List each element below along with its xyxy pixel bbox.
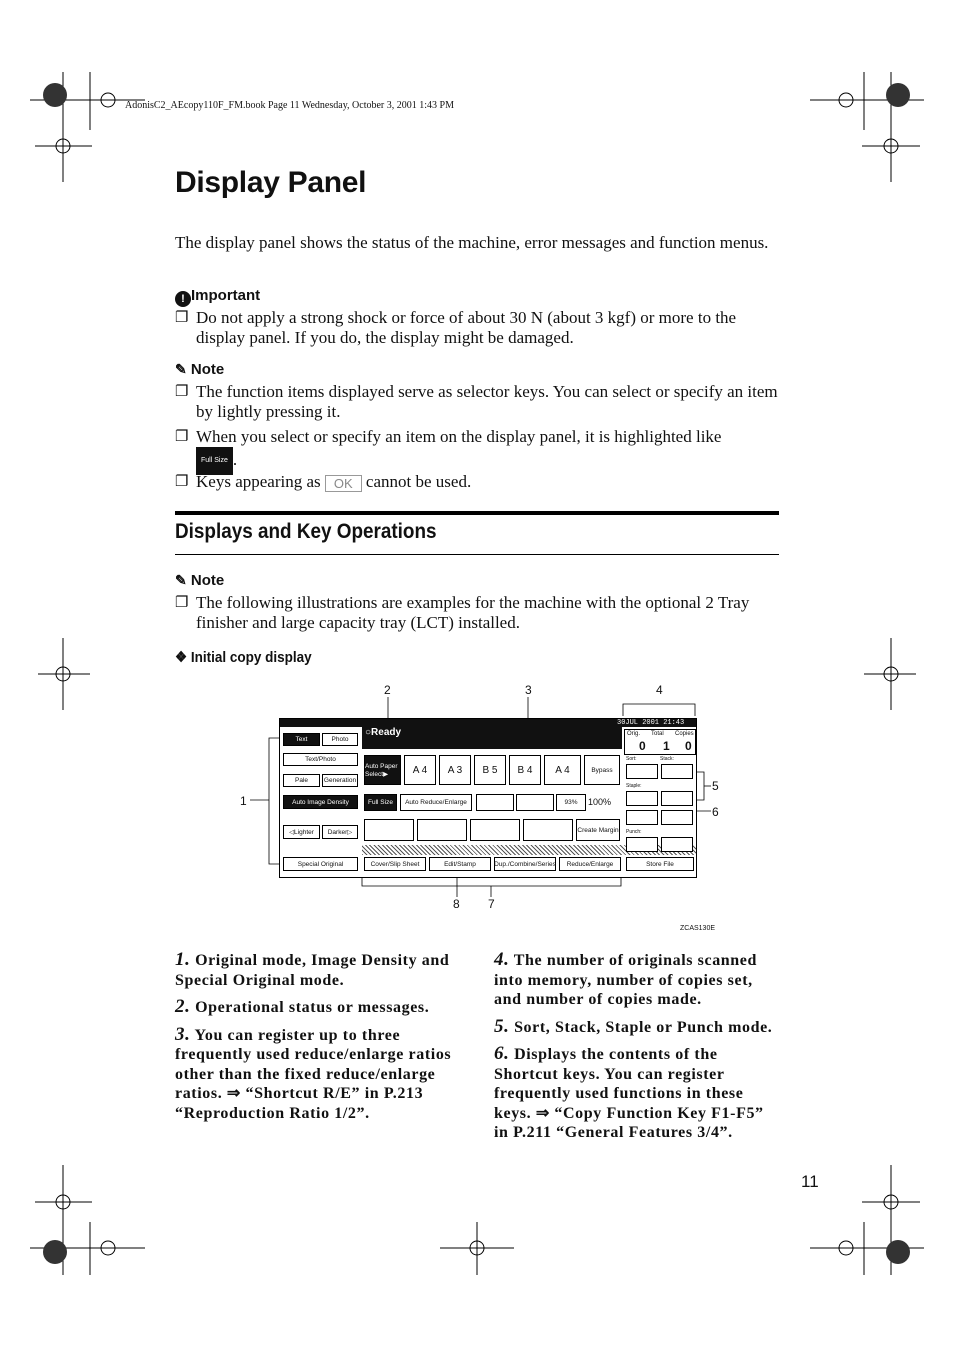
- important-icon: !: [175, 291, 191, 307]
- tray1-key[interactable]: A 4: [404, 755, 436, 785]
- auto-paper-select-key[interactable]: Auto Paper Select▶: [364, 755, 401, 785]
- counter-display: Orig. Total Copies 0 1 0: [624, 729, 696, 755]
- tray4-key[interactable]: B 4: [509, 755, 541, 785]
- pale-key[interactable]: Pale: [283, 774, 320, 787]
- create-margin-key[interactable]: Create Margin: [576, 819, 620, 841]
- function-key-f2[interactable]: [417, 819, 467, 841]
- ratio-display: 100%: [588, 797, 612, 807]
- disabled-key-example: OK: [325, 475, 362, 492]
- page-number: 11: [801, 1172, 819, 1191]
- photo-mode-key[interactable]: Photo: [322, 733, 358, 746]
- shortcut-re-key-1[interactable]: [476, 794, 514, 811]
- punch-key-2[interactable]: [661, 837, 693, 852]
- intro-paragraph: The display panel shows the status of the machine, error messages and function menus.: [175, 233, 769, 252]
- function-key-f4[interactable]: [523, 819, 573, 841]
- description-column-right: [494, 950, 779, 1150]
- callout-2: 2: [384, 683, 391, 697]
- checkbox-bullet-icon: ❐: [175, 474, 189, 490]
- highlighted-key-example: Full Size: [196, 447, 233, 475]
- pencil-icon: ✎: [175, 361, 187, 377]
- auto-reduce-enlarge-key[interactable]: Auto Reduce/Enlarge: [400, 794, 472, 811]
- description-2: 2. Operational status or messages.: [175, 996, 430, 1017]
- tray2-key[interactable]: A 3: [439, 755, 471, 785]
- checkbox-bullet-icon: ❐: [175, 384, 189, 400]
- text-photo-key[interactable]: Text/Photo: [283, 753, 358, 766]
- description-4: 4. The number of originals scanned into memory, number of copies set, and number of copies made.: [494, 949, 757, 1008]
- staple-key-3[interactable]: [626, 810, 658, 825]
- store-file-key[interactable]: Store File: [626, 857, 694, 871]
- function-key-f3[interactable]: [470, 819, 520, 841]
- stack-key[interactable]: [661, 764, 693, 779]
- file-header: AdonisC2_AEcopy110F_FM.book Page 11 Wednesday, October 3, 2001 1:43 PM: [125, 100, 454, 111]
- datetime-display: 30JUL 2001 21:43: [617, 719, 685, 727]
- shortcut-re-key-2[interactable]: [516, 794, 554, 811]
- description-3: 3. You can register up to three frequently used reduce/enlarge ratios other than the fixed reduce/enlarge ratios. ⇒ “Shortcut R/E” in P.213 “Reproduction Ratio 1/2”.: [175, 1023, 452, 1122]
- callout-1: 1: [240, 794, 247, 808]
- callout-3: 3: [525, 683, 532, 697]
- callout-6: 6: [712, 805, 719, 819]
- figure-code: ZCAS130E: [680, 925, 716, 932]
- checkbox-bullet-icon: ❐: [175, 595, 189, 611]
- pencil-icon: ✎: [175, 572, 187, 588]
- subsection-heading: ❖ Initial copy display: [175, 649, 312, 666]
- note-heading: ✎ Note: [175, 572, 225, 589]
- important-item: ❐ Do not apply a strong shock or force of about 30 N (about 3 kgf) or more to the display panel. If you do, the display might be damaged.: [175, 308, 737, 347]
- copier-display-panel: 30JUL 2001 21:43 ○Ready Text Photo Text/Photo Pale Generation Auto Image Density ◁Lighter Darker▷ Special Original Auto Paper Select▶ A 4 A 3 B 5 B 4 A 4 Bypass Full Size Auto Reduce/Enlarge 93% 100% Create Margin Cover/Slip Sheet Edit/Stamp Dup./Combine/Series Reduce/Enlarge Store File Orig. Total Copies 0 1 0 Sort: Stack: Staple: Punch:: [279, 718, 697, 878]
- note-item: ❐ The following illustrations are examples for the machine with the optional 2 Tray finisher and large capacity tray (LCT) installed.: [175, 593, 750, 632]
- checkbox-bullet-icon: ❐: [175, 310, 189, 326]
- description-6: 6. Displays the contents of the Shortcut keys. You can register frequently used functions in these keys. ⇒ “Copy Function Key F1-F5” in P.211 “General Features 3/4”.: [494, 1043, 764, 1141]
- tray3-key[interactable]: B 5: [474, 755, 506, 785]
- auto-image-density-key[interactable]: Auto Image Density: [283, 795, 358, 809]
- note-item: ❐ Keys appearing as OK cannot be used.: [175, 472, 472, 491]
- darker-key[interactable]: Darker▷: [322, 825, 358, 839]
- callout-7: 7: [488, 897, 495, 911]
- staple-key-1[interactable]: [626, 791, 658, 806]
- generation-key[interactable]: Generation: [322, 774, 358, 787]
- lct-key[interactable]: A 4: [544, 755, 581, 785]
- note-heading: ✎ Note: [175, 361, 225, 378]
- page-title: Display Panel: [175, 166, 367, 199]
- sort-key[interactable]: [626, 764, 658, 779]
- bypass-key[interactable]: Bypass: [584, 755, 620, 785]
- important-heading: ! Important: [175, 287, 260, 307]
- special-original-key[interactable]: Special Original: [283, 857, 358, 871]
- description-column-left: [175, 950, 460, 1130]
- callout-4: 4: [656, 683, 663, 697]
- function-key-f1[interactable]: [364, 819, 414, 841]
- tab-reduce-enlarge[interactable]: Reduce/Enlarge: [559, 857, 621, 871]
- callout-5: 5: [712, 779, 719, 793]
- diamond-icon: ❖: [175, 649, 188, 666]
- staple-key-2[interactable]: [661, 791, 693, 806]
- tab-edit-stamp[interactable]: Edit/Stamp: [429, 857, 491, 871]
- staple-key-4[interactable]: [661, 810, 693, 825]
- full-size-key[interactable]: Full Size: [364, 794, 397, 811]
- note-item: ❐ The function items displayed serve as selector keys. You can select or specify an item by lightly pressing it.: [175, 382, 778, 421]
- tab-cover-slip-sheet[interactable]: Cover/Slip Sheet: [364, 857, 426, 871]
- checkbox-bullet-icon: ❐: [175, 429, 189, 445]
- shortcut-re-key-3[interactable]: 93%: [556, 794, 586, 811]
- description-5: 5. Sort, Stack, Staple or Punch mode.: [494, 1015, 773, 1037]
- tab-dup-combine-series[interactable]: Dup./Combine/Series: [494, 857, 556, 871]
- callout-8: 8: [453, 897, 460, 911]
- lighter-key[interactable]: ◁Lighter: [283, 825, 320, 839]
- text-mode-key[interactable]: Text: [283, 733, 320, 746]
- note-item: ❐ When you select or specify an item on the display panel, it is highlighted like Full Size .: [175, 427, 779, 475]
- status-message: ○Ready: [365, 727, 402, 738]
- section-title: Displays and Key Operations: [175, 520, 437, 543]
- punch-key-1[interactable]: [626, 837, 658, 852]
- description-1: 1. Original mode, Image Density and Special Original mode.: [175, 949, 450, 989]
